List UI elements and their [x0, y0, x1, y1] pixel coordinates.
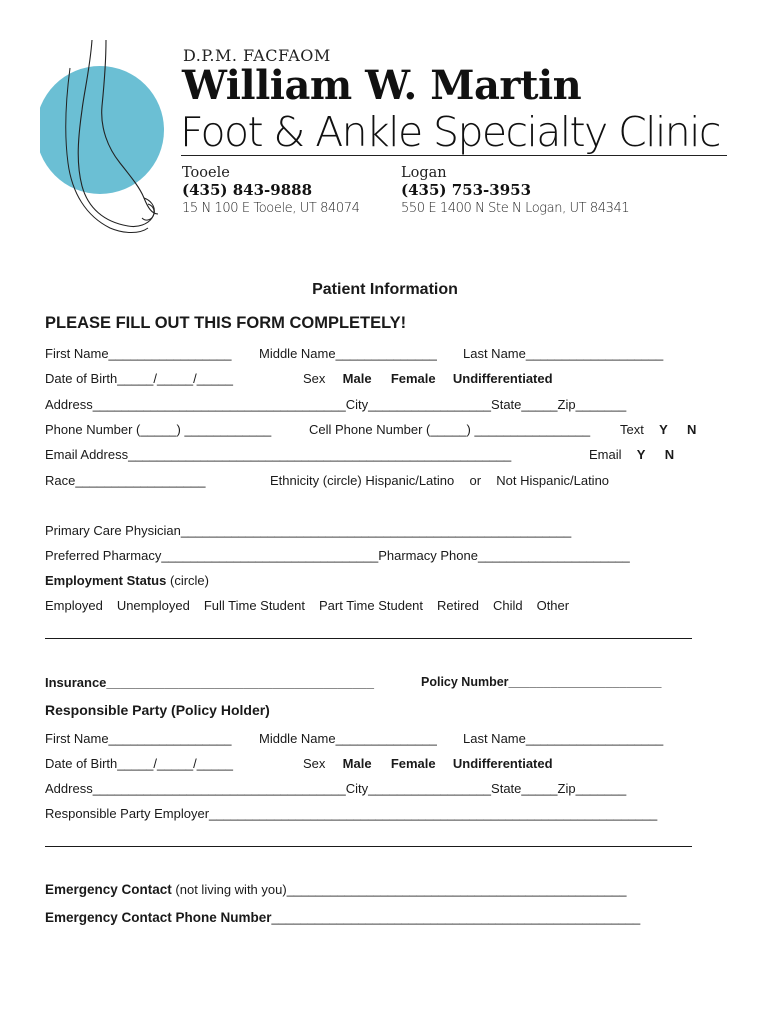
- responsible-sex-options: [303, 756, 553, 771]
- logo-circle: [40, 66, 164, 194]
- ethnicity-or: or: [469, 473, 482, 488]
- patient-sex-male[interactable]: Male: [342, 371, 372, 386]
- emergency-phone-label: Emergency Contact Phone Number: [45, 910, 272, 925]
- emergency-contact-hint: (not living with you): [175, 882, 287, 897]
- patient-sex-label: Sex: [303, 371, 326, 386]
- employment-other[interactable]: Other: [536, 598, 570, 613]
- employment-full-time-student[interactable]: Full Time Student: [203, 598, 305, 613]
- emergency-phone-blank[interactable]: ___________________________________________________: [271, 910, 641, 925]
- form-title: Patient Information: [312, 281, 458, 298]
- emergency-contact-field[interactable]: [45, 882, 627, 897]
- patient-phone-field[interactable]: Phone Number (_____) ____________: [45, 422, 272, 437]
- text-consent-no[interactable]: N: [687, 422, 697, 437]
- employment-unemployed[interactable]: Unemployed: [116, 598, 190, 613]
- location-logan-address: 550 E 1400 N Ste N Logan, UT 84341: [401, 201, 630, 216]
- patient-email-consent: [589, 447, 674, 462]
- responsible-address-field[interactable]: Address___________________________________City_________________State_____Zip_______: [45, 781, 627, 796]
- emergency-contact-blank[interactable]: _______________________________________________: [286, 882, 627, 897]
- location-logan-city: Logan: [401, 165, 447, 181]
- patient-middle-name-field[interactable]: Middle Name______________: [259, 346, 437, 361]
- patient-race-field[interactable]: Race__________________: [45, 473, 206, 488]
- responsible-sex-female[interactable]: Female: [390, 756, 436, 771]
- employment-part-time-student[interactable]: Part Time Student: [318, 598, 424, 613]
- responsible-sex-undifferentiated[interactable]: Undifferentiated: [452, 756, 553, 771]
- responsible-last-name-field[interactable]: Last Name___________________: [463, 731, 664, 746]
- employment-status-label: Employment Status: [45, 573, 167, 588]
- patient-cell-phone-field[interactable]: Cell Phone Number (_____) ________________: [309, 422, 591, 437]
- primary-care-physician-field[interactable]: Primary Care Physician______________________________________________________: [45, 523, 572, 538]
- patient-sex-female[interactable]: Female: [390, 371, 436, 386]
- patient-text-consent: [620, 422, 696, 437]
- email-consent-yes[interactable]: Y: [636, 447, 646, 462]
- employment-employed[interactable]: Employed: [45, 598, 103, 613]
- pharmacy-field[interactable]: Preferred Pharmacy______________________________Pharmacy Phone_____________________: [45, 548, 630, 563]
- clinic-name-underline: [181, 155, 727, 156]
- responsible-employer-blank[interactable]: [45, 846, 692, 847]
- insurance-field[interactable]: Insurance_____________________________________: [45, 675, 374, 690]
- location-tooele-city: Tooele: [182, 165, 230, 181]
- employment-other-blank[interactable]: [45, 638, 692, 639]
- patient-sex-options: [303, 371, 553, 386]
- patient-address-field[interactable]: Address___________________________________City_________________State_____Zip_______: [45, 397, 627, 412]
- responsible-party-title: Responsible Party (Policy Holder): [45, 702, 270, 718]
- emergency-contact-label: Emergency Contact: [45, 882, 172, 897]
- responsible-middle-name-field[interactable]: Middle Name______________: [259, 731, 437, 746]
- emergency-phone-field[interactable]: [45, 910, 640, 925]
- employment-status-hint: (circle): [169, 573, 209, 588]
- text-consent-yes[interactable]: Y: [659, 422, 668, 437]
- text-consent-label: Text: [620, 422, 644, 437]
- doctor-credentials: D.P.M. FACFAOM: [183, 46, 331, 65]
- responsible-dob-field[interactable]: Date of Birth_____/_____/_____: [45, 756, 233, 771]
- patient-dob-field[interactable]: Date of Birth_____/_____/_____: [45, 371, 233, 386]
- employment-status-options: [45, 598, 569, 613]
- patient-sex-undifferentiated[interactable]: Undifferentiated: [452, 371, 553, 386]
- clinic-name: Foot & Ankle Specialty Clinic: [180, 108, 720, 156]
- logo-toe-line: [142, 198, 154, 220]
- ethnicity-not-hispanic[interactable]: Not Hispanic/Latino: [496, 473, 610, 488]
- employment-retired[interactable]: Retired: [437, 598, 479, 613]
- location-logan-phone: (435) 753-3953: [401, 181, 532, 199]
- ethnicity-hispanic[interactable]: Ethnicity (circle) Hispanic/Latino: [270, 473, 455, 488]
- email-consent-no[interactable]: N: [664, 447, 675, 462]
- location-tooele-address: 15 N 100 E Tooele, UT 84074: [182, 201, 360, 216]
- patient-ethnicity-options: [270, 473, 609, 488]
- patient-first-name-field[interactable]: First Name_________________: [45, 346, 232, 361]
- patient-email-address-field[interactable]: Email Address_____________________________________________________: [45, 447, 512, 462]
- responsible-first-name-field[interactable]: First Name_________________: [45, 731, 232, 746]
- employment-child[interactable]: Child: [492, 598, 523, 613]
- responsible-sex-label: Sex: [303, 756, 326, 771]
- responsible-employer-field[interactable]: Responsible Party Employer______________________________________________________________: [45, 806, 658, 821]
- patient-last-name-field[interactable]: Last Name___________________: [463, 346, 664, 361]
- clinic-logo-foot: [40, 38, 170, 238]
- responsible-sex-male[interactable]: Male: [342, 756, 372, 771]
- location-tooele-phone: (435) 843-9888: [182, 181, 313, 199]
- email-consent-label: Email: [589, 447, 622, 462]
- employment-status-heading: [45, 573, 209, 588]
- policy-number-field[interactable]: Policy Number______________________: [421, 675, 662, 689]
- doctor-name: William W. Martin: [182, 62, 582, 109]
- form-instructions: PLEASE FILL OUT THIS FORM COMPLETELY!: [45, 314, 407, 332]
